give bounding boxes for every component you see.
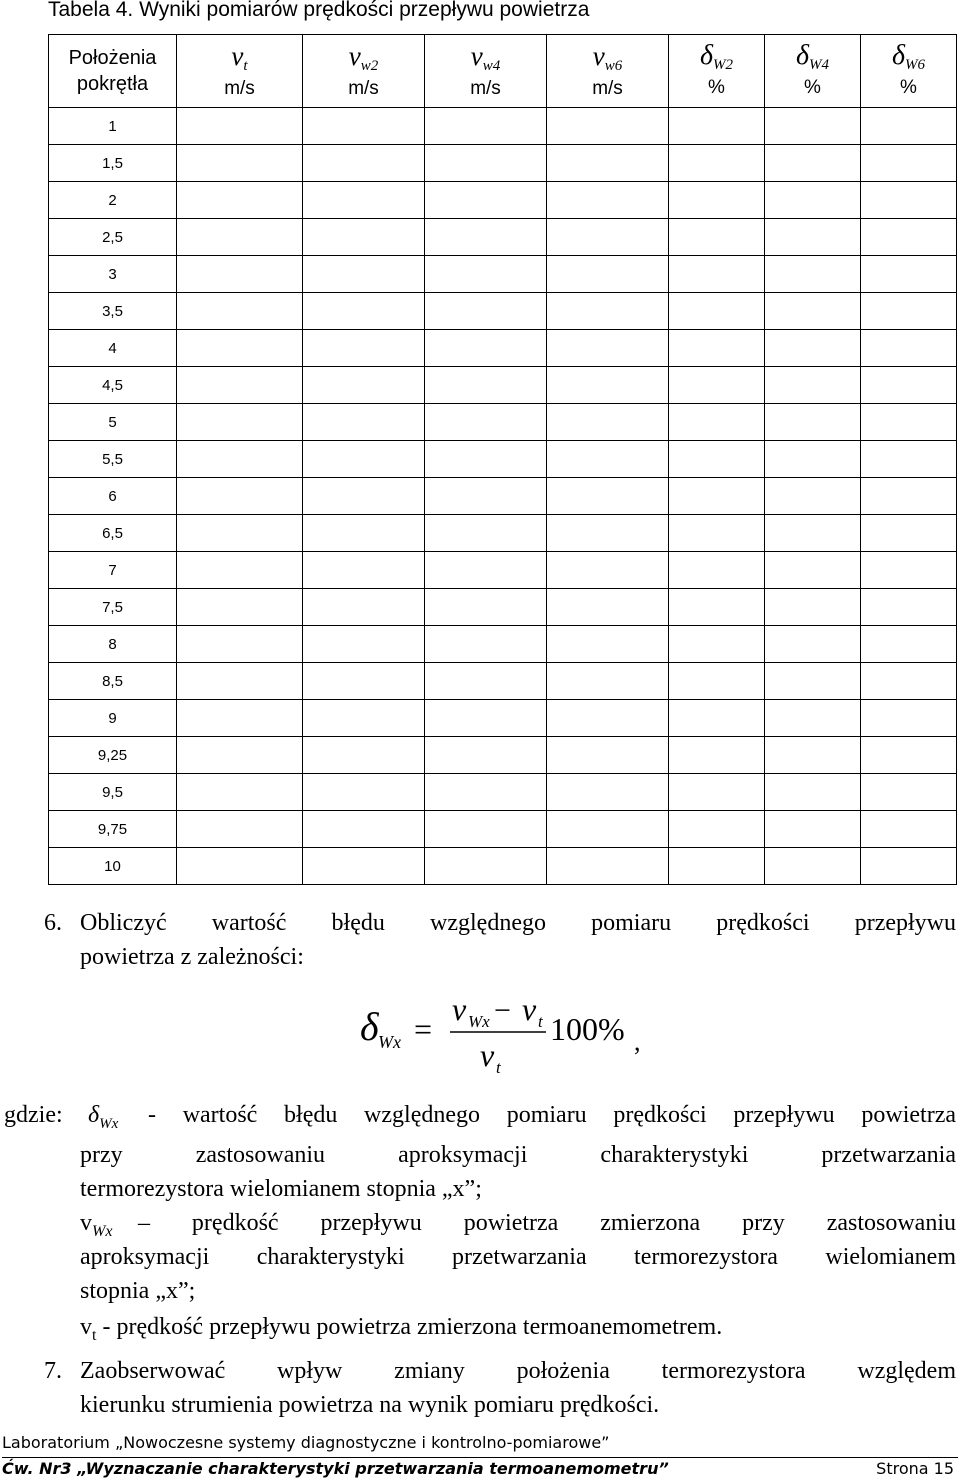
- empty-value-cell: [669, 145, 765, 182]
- empty-value-cell: [547, 737, 669, 774]
- step6-line1: Obliczyć wartość błędu względnego pomiaru prędkości przepływu: [80, 910, 956, 936]
- formula-factor: 100%: [550, 1011, 625, 1047]
- empty-value-cell: [177, 700, 303, 737]
- empty-value-cell: [861, 774, 957, 811]
- empty-value-cell: [425, 293, 547, 330]
- empty-value-cell: [765, 811, 861, 848]
- empty-value-cell: [425, 663, 547, 700]
- empty-value-cell: [425, 700, 547, 737]
- empty-value-cell: [177, 367, 303, 404]
- empty-value-cell: [765, 367, 861, 404]
- empty-value-cell: [861, 515, 957, 552]
- footer-divider: [2, 1457, 958, 1458]
- empty-value-cell: [765, 219, 861, 256]
- empty-value-cell: [303, 441, 425, 478]
- empty-value-cell: [547, 626, 669, 663]
- empty-value-cell: [177, 145, 303, 182]
- empty-value-cell: [861, 626, 957, 663]
- empty-value-cell: [861, 811, 957, 848]
- header-unit: m/s: [224, 77, 255, 99]
- empty-value-cell: [547, 182, 669, 219]
- empty-value-cell: [547, 367, 669, 404]
- empty-value-cell: [765, 515, 861, 552]
- header-column: [547, 35, 669, 108]
- table-row: [49, 700, 957, 737]
- empty-value-cell: [861, 552, 957, 589]
- empty-value-cell: [861, 293, 957, 330]
- table-row: [49, 441, 957, 478]
- table-row: [49, 663, 957, 700]
- empty-value-cell: [425, 737, 547, 774]
- empty-value-cell: [425, 182, 547, 219]
- table-row: [49, 478, 957, 515]
- empty-value-cell: [765, 293, 861, 330]
- knob-position-cell: 9: [49, 700, 177, 737]
- empty-value-cell: [547, 256, 669, 293]
- empty-value-cell: [177, 441, 303, 478]
- empty-value-cell: [425, 256, 547, 293]
- empty-value-cell: [765, 256, 861, 293]
- empty-value-cell: [861, 737, 957, 774]
- empty-value-cell: [861, 219, 957, 256]
- table-row: [49, 848, 957, 885]
- header-subscript: W2: [713, 57, 733, 73]
- empty-value-cell: [669, 589, 765, 626]
- table-row: [49, 108, 957, 145]
- empty-value-cell: [177, 848, 303, 885]
- empty-value-cell: [177, 663, 303, 700]
- empty-value-cell: [177, 219, 303, 256]
- formula-num-sub1: Wx: [468, 1012, 490, 1031]
- header-column: [765, 35, 861, 108]
- empty-value-cell: [547, 330, 669, 367]
- knob-position-cell: 6: [49, 478, 177, 515]
- empty-value-cell: [547, 219, 669, 256]
- empty-value-cell: [425, 515, 547, 552]
- empty-value-cell: [425, 589, 547, 626]
- header-unit: %: [804, 77, 821, 98]
- empty-value-cell: [669, 219, 765, 256]
- empty-value-cell: [861, 256, 957, 293]
- empty-value-cell: [765, 848, 861, 885]
- empty-value-cell: [425, 330, 547, 367]
- empty-value-cell: [861, 589, 957, 626]
- table-row: [49, 145, 957, 182]
- empty-value-cell: [177, 515, 303, 552]
- empty-value-cell: [425, 811, 547, 848]
- table-row: [49, 737, 957, 774]
- table-header-row: [49, 35, 957, 108]
- empty-value-cell: [669, 737, 765, 774]
- step6-number: 6.: [44, 910, 62, 936]
- header-column: [303, 35, 425, 108]
- empty-value-cell: [303, 108, 425, 145]
- empty-value-cell: [303, 700, 425, 737]
- knob-position-cell: 2: [49, 182, 177, 219]
- empty-value-cell: [765, 774, 861, 811]
- empty-value-cell: [547, 700, 669, 737]
- empty-value-cell: [177, 589, 303, 626]
- where-delta-desc-1: - wartość błędu względnego pomiaru prędkości przepływu powietrza: [148, 1102, 956, 1128]
- measurement-table: [48, 34, 957, 885]
- empty-value-cell: [669, 626, 765, 663]
- table-row: [49, 626, 957, 663]
- where-vwx-desc-3: stopnia „x”;: [80, 1278, 196, 1304]
- header-column: [425, 35, 547, 108]
- table-row: [49, 293, 957, 330]
- empty-value-cell: [765, 626, 861, 663]
- formula-equals: =: [414, 1011, 433, 1047]
- empty-value-cell: [425, 108, 547, 145]
- empty-value-cell: [765, 663, 861, 700]
- header-subscript: w6: [604, 57, 623, 74]
- empty-value-cell: [177, 182, 303, 219]
- empty-value-cell: [765, 182, 861, 219]
- empty-value-cell: [765, 145, 861, 182]
- empty-value-cell: [547, 515, 669, 552]
- empty-value-cell: [425, 367, 547, 404]
- empty-value-cell: [547, 589, 669, 626]
- empty-value-cell: [765, 441, 861, 478]
- where-delta-desc-2: przy zastosowaniu aproksymacji charakterystyki przetwarzania: [80, 1142, 956, 1168]
- empty-value-cell: [303, 589, 425, 626]
- empty-value-cell: [669, 515, 765, 552]
- knob-position-cell: 8: [49, 626, 177, 663]
- knob-position-cell: 4,5: [49, 367, 177, 404]
- empty-value-cell: [303, 515, 425, 552]
- empty-value-cell: [765, 404, 861, 441]
- empty-value-cell: [669, 663, 765, 700]
- empty-value-cell: [765, 330, 861, 367]
- footer-exercise-title: Ćw. Nr3 „Wyznaczanie charakterystyki przetwarzania termoanemometru”: [2, 1459, 669, 1478]
- knob-position-cell: 7: [49, 552, 177, 589]
- knob-position-cell: 3: [49, 256, 177, 293]
- empty-value-cell: [669, 441, 765, 478]
- empty-value-cell: [425, 626, 547, 663]
- empty-value-cell: [303, 774, 425, 811]
- empty-value-cell: [547, 478, 669, 515]
- header-symbol: v: [470, 40, 483, 71]
- empty-value-cell: [547, 663, 669, 700]
- empty-value-cell: [425, 774, 547, 811]
- where-delta-symbol: $\delta_{Wx}$: [88, 1102, 119, 1132]
- header-column: [177, 35, 303, 108]
- header-knob-position-line: Położenia: [68, 47, 157, 69]
- empty-value-cell: [303, 145, 425, 182]
- empty-value-cell: [861, 848, 957, 885]
- empty-value-cell: [861, 441, 957, 478]
- empty-value-cell: [177, 256, 303, 293]
- table-row: [49, 219, 957, 256]
- empty-value-cell: [425, 478, 547, 515]
- empty-value-cell: [177, 811, 303, 848]
- header-knob-position-line: pokrętła: [76, 73, 149, 95]
- empty-value-cell: [669, 182, 765, 219]
- empty-value-cell: [303, 404, 425, 441]
- empty-value-cell: [547, 441, 669, 478]
- empty-value-cell: [547, 145, 669, 182]
- table-row: [49, 774, 957, 811]
- empty-value-cell: [861, 663, 957, 700]
- empty-value-cell: [765, 700, 861, 737]
- empty-value-cell: [861, 700, 957, 737]
- knob-position-cell: 7,5: [49, 589, 177, 626]
- empty-value-cell: [669, 848, 765, 885]
- empty-value-cell: [425, 219, 547, 256]
- empty-value-cell: [303, 737, 425, 774]
- header-column: [669, 35, 765, 108]
- empty-value-cell: [669, 404, 765, 441]
- header-knob-position: [49, 35, 177, 108]
- empty-value-cell: [669, 256, 765, 293]
- step6-line2: powietrza z zależności:: [80, 944, 304, 970]
- empty-value-cell: [425, 848, 547, 885]
- header-column: [861, 35, 957, 108]
- table-row: [49, 552, 957, 589]
- formula-delta-sub: Wx: [378, 1032, 401, 1052]
- footer-lab-title: Laboratorium „Nowoczesne systemy diagnostyczne i kontrolno-pomiarowe”: [2, 1433, 610, 1452]
- empty-value-cell: [303, 293, 425, 330]
- knob-position-cell: 8,5: [49, 663, 177, 700]
- header-symbol: δ: [795, 40, 809, 71]
- empty-value-cell: [669, 293, 765, 330]
- relative-error-formula: [356, 990, 676, 1080]
- knob-position-cell: 4: [49, 330, 177, 367]
- empty-value-cell: [303, 330, 425, 367]
- table-row: [49, 811, 957, 848]
- empty-value-cell: [765, 108, 861, 145]
- empty-value-cell: [425, 552, 547, 589]
- empty-value-cell: [547, 811, 669, 848]
- header-symbol: v: [231, 40, 244, 71]
- empty-value-cell: [425, 145, 547, 182]
- empty-value-cell: [303, 367, 425, 404]
- empty-value-cell: [303, 811, 425, 848]
- knob-position-cell: 5: [49, 404, 177, 441]
- table-row: [49, 182, 957, 219]
- empty-value-cell: [765, 737, 861, 774]
- empty-value-cell: [303, 663, 425, 700]
- where-vwx-symbol: $v_{Wx}$: [80, 1210, 113, 1240]
- empty-value-cell: [303, 219, 425, 256]
- empty-value-cell: [861, 367, 957, 404]
- header-subscript: w4: [482, 57, 501, 74]
- where-vwx-desc-2: aproksymacji charakterystyki przetwarzania termorezystora wielomianem: [80, 1244, 956, 1270]
- knob-position-cell: 1,5: [49, 145, 177, 182]
- knob-position-cell: 5,5: [49, 441, 177, 478]
- empty-value-cell: [177, 737, 303, 774]
- page-number: Strona 15: [876, 1459, 954, 1478]
- step7-line2: kierunku strumienia powietrza na wynik pomiaru prędkości.: [80, 1392, 660, 1418]
- empty-value-cell: [303, 552, 425, 589]
- empty-value-cell: [547, 552, 669, 589]
- header-symbol: δ: [891, 40, 905, 71]
- empty-value-cell: [861, 108, 957, 145]
- empty-value-cell: [177, 293, 303, 330]
- empty-value-cell: [303, 256, 425, 293]
- header-unit: m/s: [470, 77, 501, 99]
- empty-value-cell: [303, 182, 425, 219]
- knob-position-cell: 2,5: [49, 219, 177, 256]
- empty-value-cell: [669, 330, 765, 367]
- empty-value-cell: [177, 330, 303, 367]
- empty-value-cell: [425, 404, 547, 441]
- header-subscript: W4: [809, 57, 829, 73]
- empty-value-cell: [669, 108, 765, 145]
- table-row: [49, 256, 957, 293]
- where-vt-line: $v_t$ - prędkość przepływu powietrza zmierzona termoanemometrem.: [80, 1314, 723, 1344]
- header-symbol: v: [592, 40, 605, 71]
- empty-value-cell: [177, 626, 303, 663]
- empty-value-cell: [177, 108, 303, 145]
- formula-num-v1: v: [452, 991, 467, 1027]
- empty-value-cell: [303, 478, 425, 515]
- empty-value-cell: [861, 330, 957, 367]
- formula-den-v: v: [480, 1037, 495, 1073]
- empty-value-cell: [425, 441, 547, 478]
- header-subscript: t: [243, 57, 248, 74]
- empty-value-cell: [547, 293, 669, 330]
- header-subscript: W6: [905, 57, 925, 73]
- empty-value-cell: [303, 626, 425, 663]
- formula-num-v2: v: [522, 991, 537, 1027]
- where-label: gdzie:: [4, 1102, 63, 1128]
- formula-delta: δ: [360, 1004, 379, 1049]
- table-row: [49, 367, 957, 404]
- table-row: [49, 330, 957, 367]
- formula-comma: ,: [634, 1027, 641, 1056]
- table-row: [49, 404, 957, 441]
- empty-value-cell: [547, 108, 669, 145]
- knob-position-cell: 9,75: [49, 811, 177, 848]
- empty-value-cell: [669, 811, 765, 848]
- empty-value-cell: [669, 774, 765, 811]
- empty-value-cell: [861, 145, 957, 182]
- where-delta-desc-3: termorezystora wielomianem stopnia „x”;: [80, 1176, 482, 1202]
- table-row: [49, 589, 957, 626]
- empty-value-cell: [177, 774, 303, 811]
- header-symbol: δ: [699, 40, 713, 71]
- table-row: [49, 515, 957, 552]
- knob-position-cell: 9,5: [49, 774, 177, 811]
- knob-position-cell: 3,5: [49, 293, 177, 330]
- empty-value-cell: [177, 478, 303, 515]
- empty-value-cell: [861, 182, 957, 219]
- empty-value-cell: [669, 367, 765, 404]
- knob-position-cell: 10: [49, 848, 177, 885]
- empty-value-cell: [547, 404, 669, 441]
- step7-number: 7.: [44, 1358, 62, 1384]
- knob-position-cell: 9,25: [49, 737, 177, 774]
- empty-value-cell: [303, 848, 425, 885]
- header-unit: %: [708, 77, 725, 98]
- knob-position-cell: 6,5: [49, 515, 177, 552]
- empty-value-cell: [765, 552, 861, 589]
- empty-value-cell: [861, 404, 957, 441]
- formula-minus: −: [494, 994, 511, 1027]
- empty-value-cell: [669, 552, 765, 589]
- empty-value-cell: [669, 700, 765, 737]
- formula-num-sub2: t: [538, 1012, 543, 1031]
- knob-position-cell: 1: [49, 108, 177, 145]
- formula-den-sub: t: [496, 1058, 501, 1077]
- header-unit: m/s: [348, 77, 379, 99]
- header-subscript: w2: [360, 57, 379, 74]
- header-unit: m/s: [592, 77, 623, 99]
- empty-value-cell: [861, 478, 957, 515]
- header-symbol: v: [348, 40, 361, 71]
- empty-value-cell: [547, 774, 669, 811]
- empty-value-cell: [177, 552, 303, 589]
- empty-value-cell: [765, 478, 861, 515]
- step7-line1: Zaobserwować wpływ zmiany położenia termorezystora względem: [80, 1358, 956, 1384]
- empty-value-cell: [547, 848, 669, 885]
- empty-value-cell: [669, 478, 765, 515]
- header-unit: %: [900, 77, 917, 98]
- table-caption: Tabela 4. Wyniki pomiarów prędkości przepływu powietrza: [48, 0, 590, 21]
- empty-value-cell: [177, 404, 303, 441]
- where-vwx-desc-1: – prędkość przepływu powietrza zmierzona przy zastosowaniu: [138, 1210, 956, 1236]
- empty-value-cell: [765, 589, 861, 626]
